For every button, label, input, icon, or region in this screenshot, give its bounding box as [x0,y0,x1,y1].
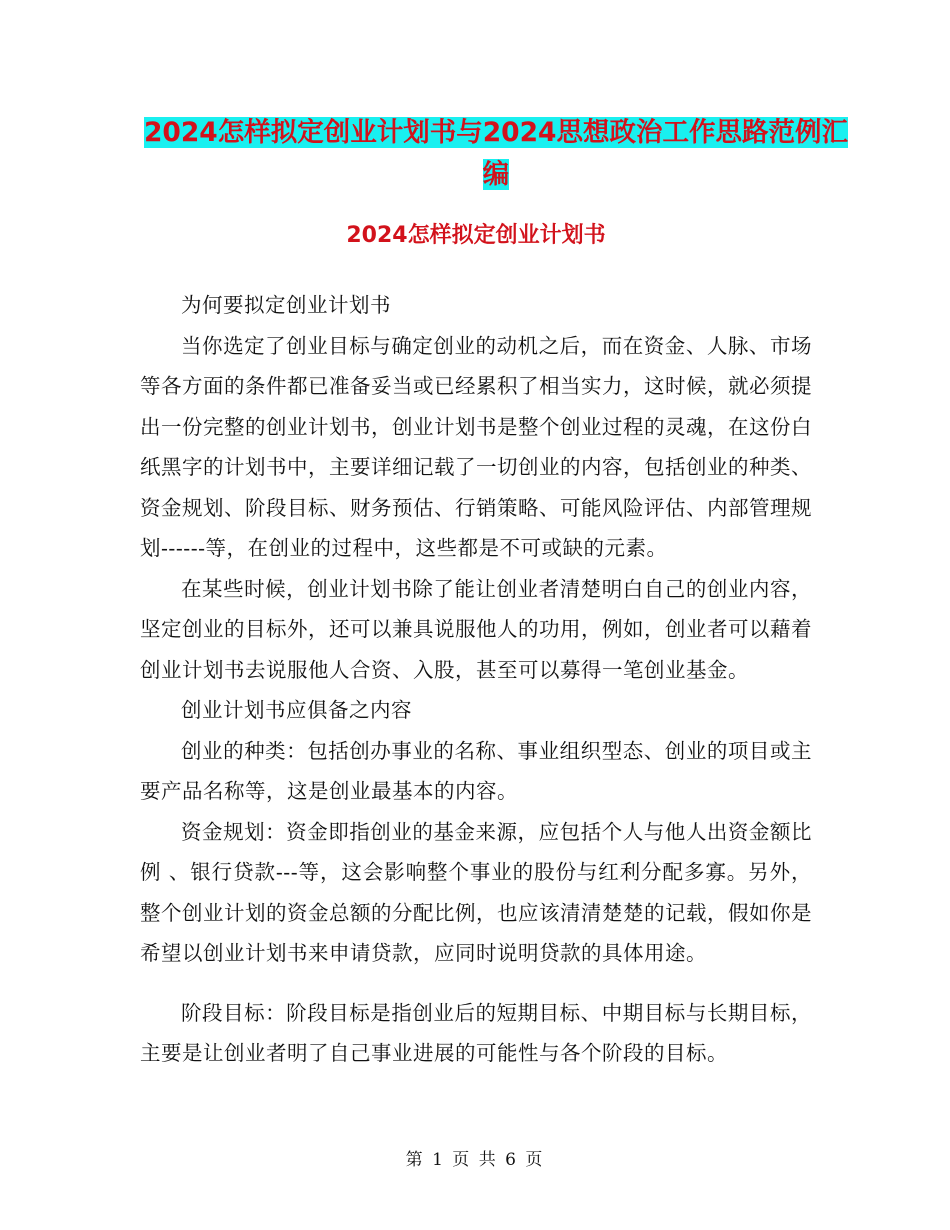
paragraph: 在某些时候，创业计划书除了能让创业者清楚明白自己的创业内容，坚定创业的目标外，还可以兼具说服他人的功用，例如，创业者可以藉着创业计划书去说服他人合资、入股，甚至可以募得一笔创业基金。 [140,576,812,682]
paragraph: 创业的种类：包括创办事业的名称、事业组织型态、创业的项目或主要产品名称等，这是创业最基本的内容。 [140,738,812,803]
paragraph: 资金规划：资金即指创业的基金来源，应包括个人与他人出资金额比例 、银行贷款---等，这会影响整个事业的股份与红利分配多寡。另外，整个创业计划的资金总额的分配比例，也应该清清楚楚的记载，假如你是希望以创业计划书来申请贷款，应同时说明贷款的具体用途。 [140,819,812,965]
document-title [140,112,852,196]
paragraph: 当你选定了创业目标与确定创业的动机之后，而在资金、人脉、市场等各方面的条件都已准备妥当或已经累积了相当实力，这时候，就必须提出一份完整的创业计划书，创业计划书是整个创业过程的灵魂，在这份白纸黑字的计划书中，主要详细记载了一切创业的内容，包括创业的种类、资金规划、阶段目标、财务预估、行销策略、可能风险评估、内部管理规划------等，在创业的过程中，这些都是不可或缺的元素。 [140,333,812,560]
page-footer: 第 1 页 共 6 页 [405,1150,545,1170]
paragraph-heading-contents: 创业计划书应俱备之内容 [181,698,412,722]
document-body [140,285,812,1074]
paragraph: 阶段目标：阶段目标是指创业后的短期目标、中期目标与长期目标，主要是让创业者明了自己事业进展的可能性与各个阶段的目标。 [140,1000,812,1065]
section-title: 2024怎样拟定创业计划书 [346,223,606,248]
document-title-text: 2024怎样拟定创业计划书与2024思想政治工作思路范例汇编 [143,117,848,190]
paragraph-heading-why: 为何要拟定创业计划书 [181,293,391,317]
